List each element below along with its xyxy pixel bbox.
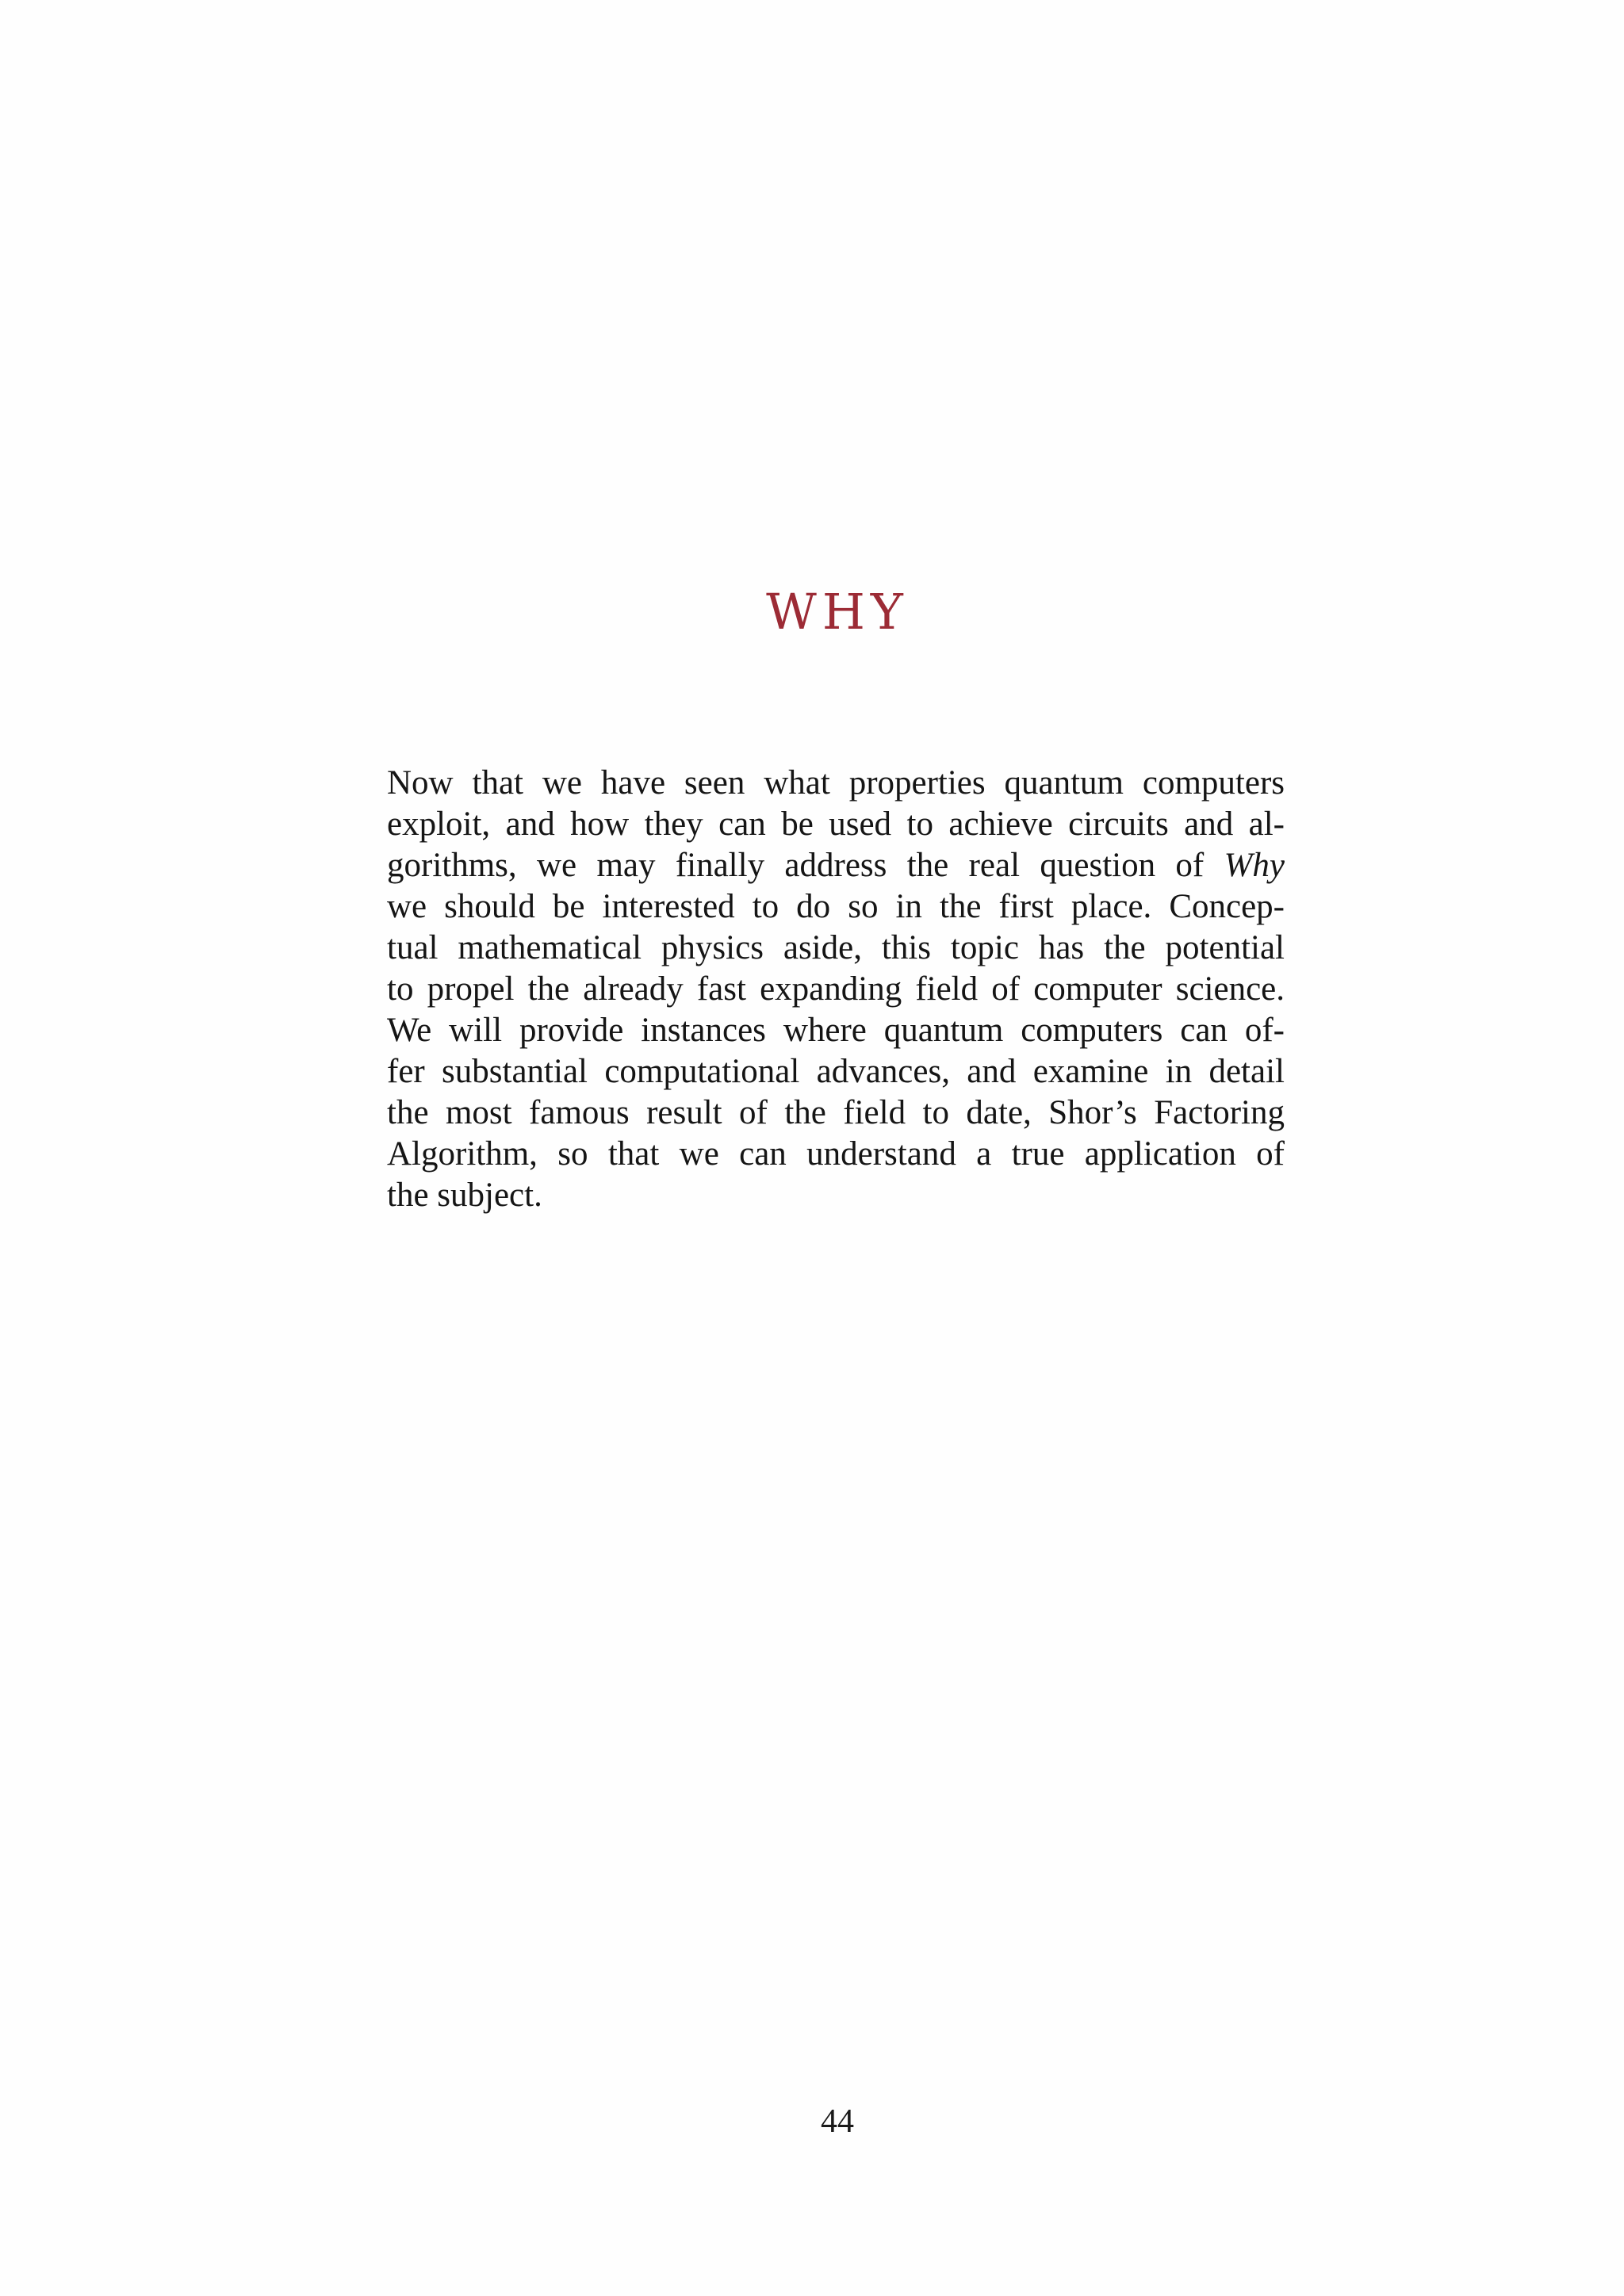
emphasis-why: Why — [1224, 847, 1285, 884]
page-number: 44 — [821, 2103, 854, 2140]
paragraph-line-11: the subject. — [387, 1177, 542, 1214]
paragraph-line-4: we should be interested to do so in the first place. Concep- — [387, 888, 1285, 925]
paragraph-line-3 — [387, 845, 1285, 886]
paragraph-line-3-text: gorithms, we may finally address the real question of — [387, 847, 1205, 884]
paragraph-line-6: to propel the already fast expanding field of computer science. — [387, 970, 1285, 1008]
paragraph-line-2: exploit, and how they can be used to achieve circuits and al- — [387, 806, 1285, 843]
paragraph-line-7: We will provide instances where quantum computers can of- — [387, 1012, 1285, 1049]
paragraph-line-1: Now that we have seen what properties quantum computers — [387, 764, 1285, 802]
paragraph-line-5: tual mathematical physics aside, this topic has the potential — [387, 929, 1285, 966]
body-paragraph — [387, 763, 1285, 1216]
paragraph-line-10: Algorithm, so that we can understand a true application of — [387, 1135, 1285, 1173]
paragraph-line-9: the most famous result of the field to date, Shor’s Factoring — [387, 1094, 1285, 1131]
chapter-title: WHY — [766, 583, 909, 641]
paragraph-line-8: fer substantial computational advances, and examine in detail — [387, 1053, 1285, 1090]
